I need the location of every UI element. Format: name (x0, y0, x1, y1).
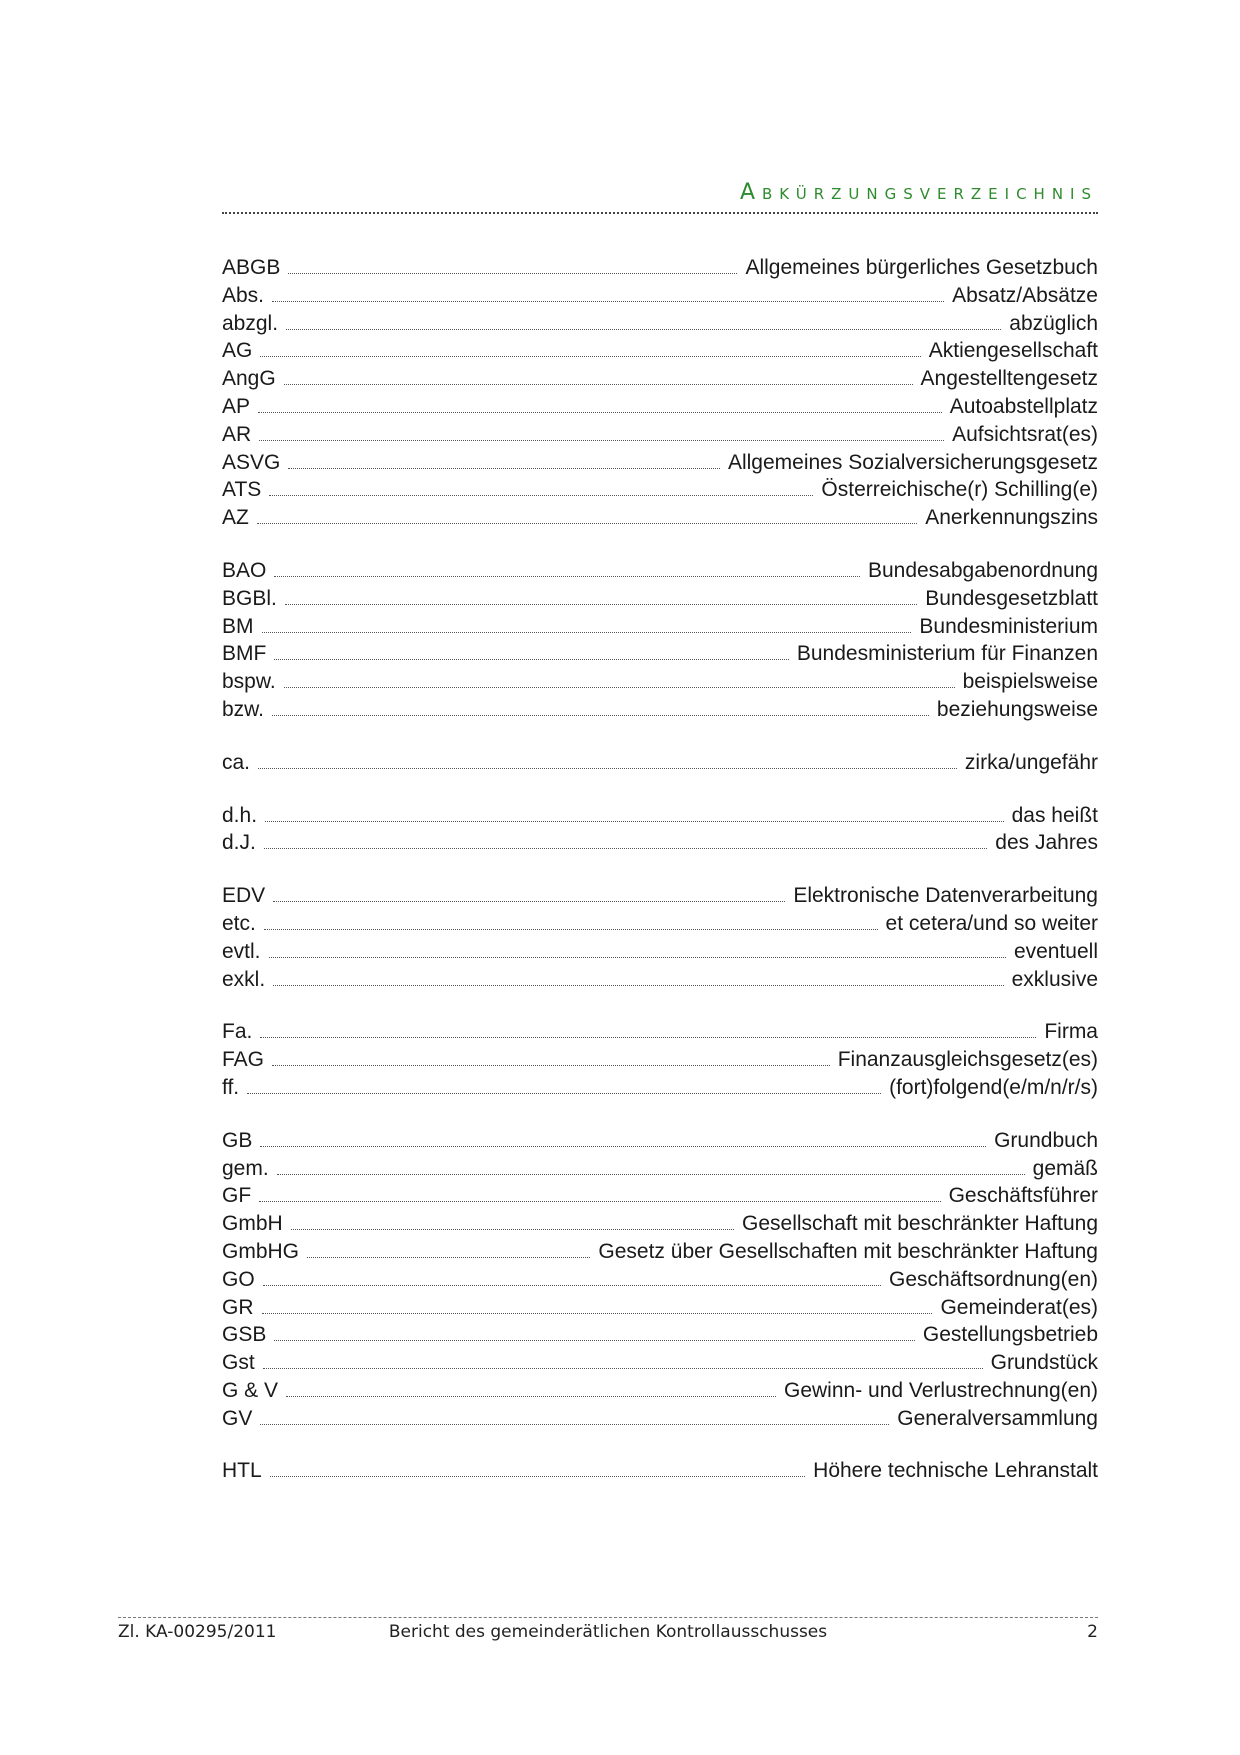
dot-leader (284, 384, 913, 385)
abbreviation-meaning: Österreichische(r) Schilling(e) (821, 478, 1098, 502)
abbreviation-entry (222, 365, 1098, 393)
abbreviation-group (222, 802, 1098, 858)
dot-leader (272, 301, 944, 302)
footer-divider (118, 1617, 1098, 1618)
abbreviation-entry (222, 1018, 1098, 1046)
dot-leader (258, 412, 942, 413)
footer-title: Bericht des gemeinderätlichen Kontrollausschusses (388, 1622, 828, 1642)
abbreviation-entry (222, 1238, 1098, 1266)
abbreviation: d.h. (222, 803, 258, 827)
abbreviation-meaning: Angestelltengesetz (920, 367, 1098, 391)
abbreviation-meaning: Allgemeines Sozialversicherungsgesetz (727, 450, 1098, 474)
abbreviation: EDV (222, 884, 266, 908)
abbreviation-entry (222, 1074, 1098, 1102)
abbreviation: GF (222, 1184, 252, 1208)
dot-leader (286, 1396, 776, 1397)
dot-leader (259, 1201, 940, 1202)
abbreviation: Gst (222, 1351, 255, 1375)
dot-leader (263, 1285, 881, 1286)
abbreviation-meaning: Grundbuch (994, 1128, 1098, 1152)
footer-reference: Zl. KA-00295/2011 (118, 1622, 277, 1642)
abbreviation-group (222, 1457, 1098, 1485)
abbreviation-entry (222, 1182, 1098, 1210)
dot-leader (274, 659, 789, 660)
abbreviation: evtl. (222, 939, 261, 963)
abbreviation: AP (222, 394, 251, 418)
dot-leader (291, 1229, 734, 1230)
abbreviation: bspw. (222, 670, 276, 694)
abbreviation-meaning: Gestellungsbetrieb (922, 1323, 1098, 1347)
abbreviation-entry (222, 504, 1098, 532)
dot-leader (263, 1368, 983, 1369)
abbreviation: AR (222, 422, 252, 446)
abbreviation-meaning: Bundesabgabenordnung (867, 558, 1098, 582)
abbreviation-meaning: Elektronische Datenverarbeitung (793, 884, 1098, 908)
abbreviation: gem. (222, 1156, 269, 1180)
dot-leader (274, 1340, 915, 1341)
dot-leader (284, 687, 955, 688)
abbreviation: ABGB (222, 256, 281, 279)
abbreviation: exkl. (222, 967, 266, 991)
abbreviation: ATS (222, 478, 262, 502)
abbreviation-meaning: eventuell (1013, 939, 1098, 963)
abbreviation-meaning: exklusive (1011, 967, 1098, 991)
dot-leader (264, 929, 878, 930)
dot-leader (257, 523, 917, 524)
abbreviation-meaning: Grundstück (990, 1351, 1098, 1375)
abbreviation: ASVG (222, 450, 281, 474)
dot-leader (260, 1424, 889, 1425)
abbreviation: AG (222, 339, 253, 363)
abbreviation-entry (222, 640, 1098, 668)
dot-leader (262, 632, 912, 633)
abbreviation-entry (222, 1377, 1098, 1405)
abbreviation-entry (222, 696, 1098, 724)
abbreviation: etc. (222, 911, 256, 935)
abbreviation-entry (222, 882, 1098, 910)
abbreviation: AngG (222, 367, 276, 391)
abbreviation-entry (222, 613, 1098, 641)
abbreviation-entry (222, 282, 1098, 310)
abbreviation-meaning: Bundesgesetzblatt (925, 586, 1098, 610)
abbreviation-entry (222, 310, 1098, 338)
dot-leader (285, 604, 917, 605)
abbreviation-meaning: Bundesministerium für Finanzen (796, 642, 1098, 666)
abbreviation-meaning: Generalversammlung (897, 1406, 1098, 1430)
abbreviation: abzgl. (222, 311, 279, 335)
abbreviation-meaning: Geschäftsordnung(en) (889, 1267, 1098, 1291)
abbreviation: ff. (222, 1075, 240, 1099)
abbreviation-meaning: Aktiengesellschaft (928, 339, 1098, 363)
abbreviation: AZ (222, 506, 249, 530)
dot-leader (269, 495, 813, 496)
abbreviation: GV (222, 1406, 253, 1430)
abbreviation: GmbH (222, 1212, 283, 1236)
abbreviation-meaning: beziehungsweise (936, 697, 1098, 721)
abbreviation-entry (222, 1266, 1098, 1294)
abbreviation-meaning: Bundesministerium (919, 614, 1098, 638)
abbreviation-group (222, 557, 1098, 724)
abbreviation-meaning: abzüglich (1009, 311, 1098, 335)
abbreviation-meaning: das heißt (1011, 803, 1098, 827)
abbreviation-meaning: Höhere technische Lehranstalt (813, 1459, 1098, 1483)
abbreviation-meaning: Autoabstellplatz (949, 394, 1098, 418)
dot-leader (259, 440, 944, 441)
abbreviation-meaning: Aufsichtsrat(es) (952, 422, 1098, 446)
abbreviation-group (222, 1127, 1098, 1433)
abbreviation: HTL (222, 1459, 262, 1483)
abbreviation-entry (222, 476, 1098, 504)
abbreviation: bzw. (222, 697, 265, 721)
dot-leader (264, 848, 987, 849)
abbreviation-meaning: Gemeinderat(es) (940, 1295, 1098, 1319)
abbreviation: GSB (222, 1323, 267, 1347)
heading-divider (222, 212, 1098, 214)
abbreviation-meaning: des Jahres (995, 831, 1098, 855)
abbreviation-entry (222, 1294, 1098, 1322)
abbreviation-meaning: Gesetz über Gesellschaften mit beschränkter Haftung (598, 1239, 1098, 1263)
abbreviation-entry (222, 557, 1098, 585)
abbreviation-entry (222, 802, 1098, 830)
abbreviation-group (222, 1018, 1098, 1101)
abbreviation-entry (222, 966, 1098, 994)
abbreviation: d.J. (222, 831, 256, 855)
abbreviation-entry (222, 449, 1098, 477)
abbreviation-meaning: et cetera/und so weiter (885, 911, 1098, 935)
abbreviation: GR (222, 1295, 254, 1319)
abbreviation-meaning: Gewinn- und Verlustrechnung(en) (783, 1378, 1098, 1402)
abbreviation: Abs. (222, 283, 265, 307)
dot-leader (307, 1257, 590, 1258)
dot-leader (260, 1146, 986, 1147)
dot-leader (272, 1065, 830, 1066)
abbreviation-meaning: beispielsweise (962, 670, 1098, 694)
dot-leader (265, 821, 1004, 822)
abbreviation-entry (222, 254, 1098, 282)
abbreviation: G & V (222, 1378, 279, 1402)
dot-leader (273, 985, 1003, 986)
abbreviation-meaning: Allgemeines bürgerliches Gesetzbuch (745, 256, 1098, 279)
abbreviation-list (222, 254, 1098, 1510)
abbreviation-meaning: gemäß (1032, 1156, 1098, 1180)
abbreviation-entry (222, 421, 1098, 449)
abbreviation-entry (222, 337, 1098, 365)
abbreviation: BM (222, 614, 254, 638)
abbreviation: GB (222, 1128, 253, 1152)
dot-leader (260, 1037, 1036, 1038)
abbreviation-meaning: zirka/ungefähr (964, 750, 1098, 774)
abbreviation-entry (222, 1457, 1098, 1485)
page-heading: Abkürzungsverzeichnis (739, 180, 1098, 205)
abbreviation: BAO (222, 558, 267, 582)
dot-leader (247, 1093, 881, 1094)
abbreviation-entry (222, 393, 1098, 421)
abbreviation-meaning: Anerkennungszins (925, 506, 1098, 530)
abbreviation-group (222, 882, 1098, 993)
dot-leader (272, 715, 929, 716)
dot-leader (274, 576, 860, 577)
abbreviation-meaning: (fort)folgend(e/m/n/r/s) (889, 1075, 1098, 1099)
abbreviation-entry (222, 585, 1098, 613)
page-number: 2 (1087, 1622, 1098, 1642)
abbreviation-entry (222, 1046, 1098, 1074)
abbreviation: BMF (222, 642, 267, 666)
abbreviation-entry (222, 1210, 1098, 1238)
dot-leader (288, 468, 720, 469)
abbreviation: FAG (222, 1048, 265, 1072)
abbreviation-entry (222, 938, 1098, 966)
abbreviation-group (222, 749, 1098, 777)
abbreviation-entry (222, 1349, 1098, 1377)
dot-leader (277, 1174, 1025, 1175)
abbreviation-entry (222, 1155, 1098, 1183)
abbreviation: GmbHG (222, 1239, 300, 1263)
abbreviation: GO (222, 1267, 255, 1291)
abbreviation-entry (222, 1127, 1098, 1155)
dot-leader (262, 1313, 933, 1314)
abbreviation-entry (222, 749, 1098, 777)
dot-leader (273, 901, 785, 902)
dot-leader (258, 768, 957, 769)
dot-leader (260, 356, 920, 357)
abbreviation-entry (222, 1321, 1098, 1349)
abbreviation-meaning: Finanzausgleichsgesetz(es) (837, 1048, 1098, 1072)
abbreviation-meaning: Firma (1044, 1020, 1098, 1044)
dot-leader (286, 329, 1001, 330)
dot-leader (270, 1476, 805, 1477)
abbreviation-entry (222, 1405, 1098, 1433)
abbreviation-meaning: Absatz/Absätze (952, 283, 1098, 307)
abbreviation-meaning: Gesellschaft mit beschränkter Haftung (742, 1212, 1098, 1236)
abbreviation-meaning: Geschäftsführer (948, 1184, 1098, 1208)
dot-leader (269, 957, 1006, 958)
abbreviation-entry (222, 668, 1098, 696)
abbreviation-entry (222, 910, 1098, 938)
abbreviation: Fa. (222, 1020, 253, 1044)
abbreviation: ca. (222, 750, 251, 774)
abbreviation: BGBl. (222, 586, 277, 610)
dot-leader (288, 273, 737, 274)
abbreviation-group (222, 254, 1098, 532)
abbreviation-entry (222, 829, 1098, 857)
